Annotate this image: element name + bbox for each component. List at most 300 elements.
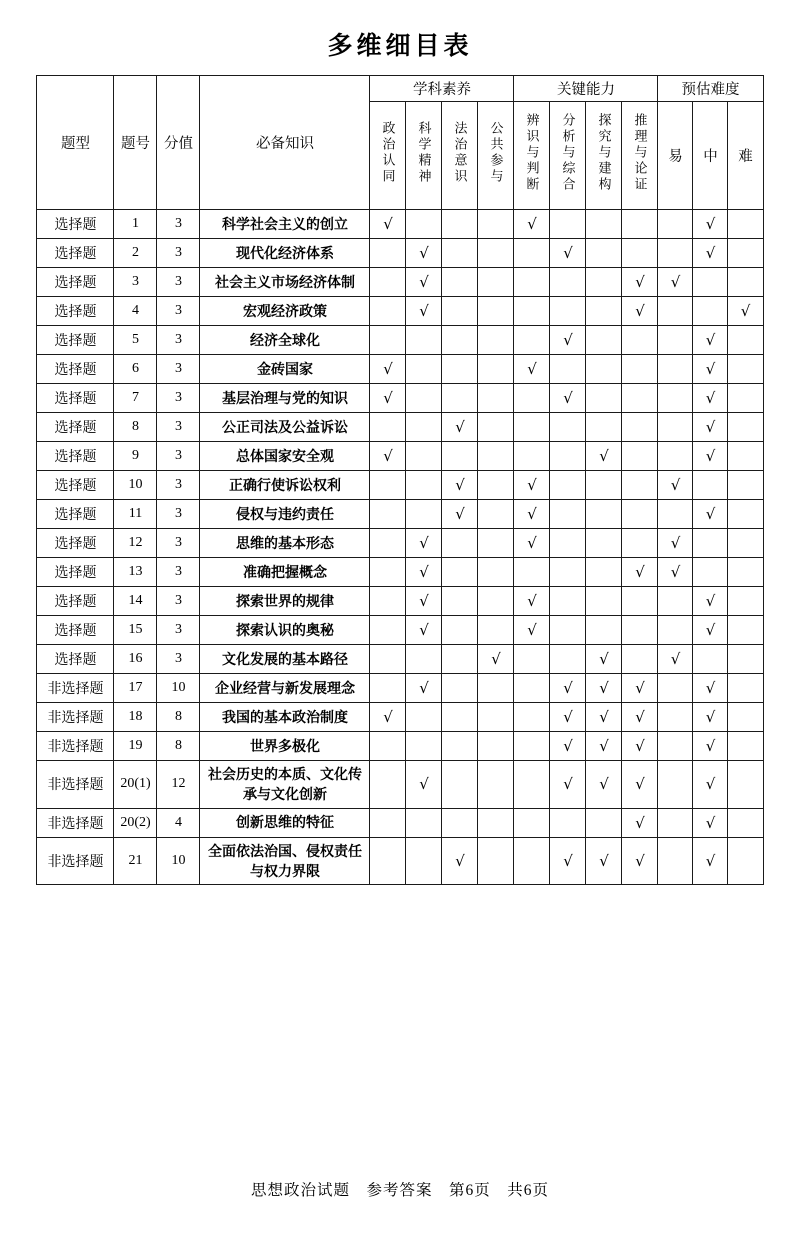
checkmark-cell: √ bbox=[693, 210, 728, 239]
empty-mark-cell bbox=[622, 645, 658, 674]
empty-mark-cell bbox=[478, 732, 514, 761]
empty-mark-cell bbox=[693, 297, 728, 326]
empty-mark-cell bbox=[693, 645, 728, 674]
cell-question-no: 13 bbox=[114, 558, 157, 587]
empty-mark-cell bbox=[514, 442, 550, 471]
empty-mark-cell bbox=[478, 837, 514, 885]
page-title: 多维细目表 bbox=[327, 32, 473, 60]
checkmark-cell: √ bbox=[514, 587, 550, 616]
cell-question-type: 选择题 bbox=[37, 587, 114, 616]
cell-knowledge: 侵权与违约责任 bbox=[200, 500, 370, 529]
empty-mark-cell bbox=[514, 645, 550, 674]
empty-mark-cell bbox=[478, 268, 514, 297]
checkmark-cell: √ bbox=[370, 384, 406, 413]
empty-mark-cell bbox=[442, 268, 478, 297]
cell-question-no: 7 bbox=[114, 384, 157, 413]
cell-knowledge: 公正司法及公益诉讼 bbox=[200, 413, 370, 442]
empty-mark-cell bbox=[693, 529, 728, 558]
checkmark-cell: √ bbox=[586, 761, 622, 809]
checkmark-cell: √ bbox=[586, 674, 622, 703]
cell-knowledge: 金砖国家 bbox=[200, 355, 370, 384]
cell-score: 3 bbox=[157, 558, 200, 587]
checkmark-cell: √ bbox=[622, 558, 658, 587]
cell-question-no: 19 bbox=[114, 732, 157, 761]
checkmark-cell: √ bbox=[586, 732, 622, 761]
cell-question-no: 11 bbox=[114, 500, 157, 529]
empty-mark-cell bbox=[550, 500, 586, 529]
empty-mark-cell bbox=[622, 471, 658, 500]
checkmark-cell: √ bbox=[622, 808, 658, 837]
empty-mark-cell bbox=[370, 326, 406, 355]
empty-mark-cell bbox=[658, 587, 693, 616]
cell-knowledge: 基层治理与党的知识 bbox=[200, 384, 370, 413]
cell-question-type: 非选择题 bbox=[37, 808, 114, 837]
checkmark-cell: √ bbox=[622, 297, 658, 326]
empty-mark-cell bbox=[406, 645, 442, 674]
col-header-knowledge: 必备知识 bbox=[200, 76, 370, 210]
empty-mark-cell bbox=[550, 645, 586, 674]
cell-score: 3 bbox=[157, 529, 200, 558]
cell-question-type: 选择题 bbox=[37, 384, 114, 413]
empty-mark-cell bbox=[370, 268, 406, 297]
checkmark-cell: √ bbox=[514, 529, 550, 558]
cell-question-no: 1 bbox=[114, 210, 157, 239]
empty-mark-cell bbox=[550, 297, 586, 326]
empty-mark-cell bbox=[550, 210, 586, 239]
cell-score: 3 bbox=[157, 239, 200, 268]
empty-mark-cell bbox=[478, 674, 514, 703]
empty-mark-cell bbox=[478, 703, 514, 732]
cell-score: 3 bbox=[157, 384, 200, 413]
empty-mark-cell bbox=[586, 500, 622, 529]
cell-question-type: 选择题 bbox=[37, 558, 114, 587]
empty-mark-cell bbox=[728, 645, 763, 674]
cell-knowledge: 世界多极化 bbox=[200, 732, 370, 761]
cell-question-type: 选择题 bbox=[37, 529, 114, 558]
empty-mark-cell bbox=[478, 326, 514, 355]
checkmark-cell: √ bbox=[478, 645, 514, 674]
empty-mark-cell bbox=[622, 413, 658, 442]
empty-mark-cell bbox=[728, 326, 763, 355]
empty-mark-cell bbox=[514, 297, 550, 326]
cell-knowledge: 经济全球化 bbox=[200, 326, 370, 355]
cell-question-no: 18 bbox=[114, 703, 157, 732]
empty-mark-cell bbox=[406, 413, 442, 442]
empty-mark-cell bbox=[658, 442, 693, 471]
vertical-col-header-label: 推理与论证 bbox=[632, 113, 648, 193]
cell-question-no: 10 bbox=[114, 471, 157, 500]
empty-mark-cell bbox=[658, 837, 693, 885]
checkmark-cell: √ bbox=[693, 703, 728, 732]
page-footer: 思想政治试题 参考答案 第6页 共6页 bbox=[250, 1182, 549, 1199]
checkmark-cell: √ bbox=[442, 471, 478, 500]
empty-mark-cell bbox=[658, 808, 693, 837]
empty-mark-cell bbox=[586, 808, 622, 837]
checkmark-cell: √ bbox=[370, 703, 406, 732]
empty-mark-cell bbox=[442, 808, 478, 837]
cell-question-no: 15 bbox=[114, 616, 157, 645]
checkmark-cell: √ bbox=[370, 210, 406, 239]
empty-mark-cell bbox=[658, 239, 693, 268]
cell-score: 3 bbox=[157, 587, 200, 616]
table-row bbox=[37, 529, 763, 558]
empty-mark-cell bbox=[622, 210, 658, 239]
cell-knowledge: 准确把握概念 bbox=[200, 558, 370, 587]
checkmark-cell: √ bbox=[442, 413, 478, 442]
vertical-col-header bbox=[442, 102, 478, 210]
checkmark-cell: √ bbox=[693, 616, 728, 645]
table-body bbox=[37, 210, 763, 885]
empty-mark-cell bbox=[406, 442, 442, 471]
empty-mark-cell bbox=[658, 732, 693, 761]
cell-question-no: 21 bbox=[114, 837, 157, 885]
empty-mark-cell bbox=[442, 732, 478, 761]
cell-question-no: 20(1) bbox=[114, 761, 157, 809]
checkmark-cell: √ bbox=[550, 326, 586, 355]
checkmark-cell: √ bbox=[622, 732, 658, 761]
empty-mark-cell bbox=[514, 808, 550, 837]
cell-knowledge: 正确行使诉讼权利 bbox=[200, 471, 370, 500]
vertical-col-header bbox=[550, 102, 586, 210]
table-row bbox=[37, 355, 763, 384]
checkmark-cell: √ bbox=[728, 297, 763, 326]
difficulty-col-header: 中 bbox=[693, 102, 728, 210]
empty-mark-cell bbox=[370, 413, 406, 442]
empty-mark-cell bbox=[586, 413, 622, 442]
empty-mark-cell bbox=[370, 808, 406, 837]
empty-mark-cell bbox=[370, 471, 406, 500]
cell-knowledge: 探索世界的规律 bbox=[200, 587, 370, 616]
checkmark-cell: √ bbox=[550, 239, 586, 268]
empty-mark-cell bbox=[406, 210, 442, 239]
cell-score: 3 bbox=[157, 326, 200, 355]
cell-knowledge: 思维的基本形态 bbox=[200, 529, 370, 558]
empty-mark-cell bbox=[370, 761, 406, 809]
cell-knowledge: 宏观经济政策 bbox=[200, 297, 370, 326]
cell-question-type: 选择题 bbox=[37, 239, 114, 268]
checkmark-cell: √ bbox=[370, 442, 406, 471]
cell-knowledge: 科学社会主义的创立 bbox=[200, 210, 370, 239]
empty-mark-cell bbox=[728, 471, 763, 500]
difficulty-col-header: 难 bbox=[728, 102, 763, 210]
difficulty-col-header: 易 bbox=[658, 102, 693, 210]
table-row bbox=[37, 761, 763, 809]
checkmark-cell: √ bbox=[406, 558, 442, 587]
checkmark-cell: √ bbox=[693, 442, 728, 471]
table-row bbox=[37, 645, 763, 674]
empty-mark-cell bbox=[514, 268, 550, 297]
vertical-col-header bbox=[478, 102, 514, 210]
empty-mark-cell bbox=[370, 558, 406, 587]
cell-question-type: 选择题 bbox=[37, 645, 114, 674]
empty-mark-cell bbox=[550, 558, 586, 587]
checkmark-cell: √ bbox=[406, 761, 442, 809]
empty-mark-cell bbox=[693, 558, 728, 587]
checkmark-cell: √ bbox=[514, 210, 550, 239]
empty-mark-cell bbox=[693, 471, 728, 500]
empty-mark-cell bbox=[478, 761, 514, 809]
empty-mark-cell bbox=[550, 268, 586, 297]
table-header bbox=[37, 76, 763, 210]
empty-mark-cell bbox=[442, 674, 478, 703]
cell-score: 3 bbox=[157, 471, 200, 500]
empty-mark-cell bbox=[478, 808, 514, 837]
col-header-question-type: 题型 bbox=[37, 76, 114, 210]
empty-mark-cell bbox=[550, 587, 586, 616]
empty-mark-cell bbox=[514, 558, 550, 587]
empty-mark-cell bbox=[370, 732, 406, 761]
cell-score: 3 bbox=[157, 645, 200, 674]
vertical-col-header-label: 辨识与判断 bbox=[524, 113, 540, 193]
empty-mark-cell bbox=[728, 529, 763, 558]
checkmark-cell: √ bbox=[406, 529, 442, 558]
empty-mark-cell bbox=[728, 239, 763, 268]
empty-mark-cell bbox=[478, 442, 514, 471]
empty-mark-cell bbox=[406, 500, 442, 529]
vertical-col-header-label: 探究与建构 bbox=[596, 113, 612, 193]
checkmark-cell: √ bbox=[514, 616, 550, 645]
empty-mark-cell bbox=[728, 268, 763, 297]
empty-mark-cell bbox=[622, 239, 658, 268]
checkmark-cell: √ bbox=[550, 761, 586, 809]
cell-knowledge: 我国的基本政治制度 bbox=[200, 703, 370, 732]
empty-mark-cell bbox=[728, 837, 763, 885]
checkmark-cell: √ bbox=[693, 808, 728, 837]
cell-score: 3 bbox=[157, 297, 200, 326]
vertical-col-header-label: 法治意识 bbox=[452, 121, 468, 185]
cell-question-type: 选择题 bbox=[37, 210, 114, 239]
cell-knowledge: 社会历史的本质、文化传承与文化创新 bbox=[200, 761, 370, 809]
checkmark-cell: √ bbox=[693, 326, 728, 355]
cell-score: 8 bbox=[157, 732, 200, 761]
checkmark-cell: √ bbox=[406, 297, 442, 326]
checkmark-cell: √ bbox=[586, 645, 622, 674]
vertical-col-header bbox=[622, 102, 658, 210]
empty-mark-cell bbox=[728, 384, 763, 413]
empty-mark-cell bbox=[370, 529, 406, 558]
table-row bbox=[37, 471, 763, 500]
cell-question-type: 非选择题 bbox=[37, 703, 114, 732]
empty-mark-cell bbox=[658, 761, 693, 809]
cell-score: 3 bbox=[157, 210, 200, 239]
checkmark-cell: √ bbox=[514, 471, 550, 500]
empty-mark-cell bbox=[550, 529, 586, 558]
checkmark-cell: √ bbox=[586, 442, 622, 471]
cell-knowledge: 探索认识的奥秘 bbox=[200, 616, 370, 645]
checkmark-cell: √ bbox=[693, 355, 728, 384]
empty-mark-cell bbox=[728, 587, 763, 616]
table-row bbox=[37, 703, 763, 732]
empty-mark-cell bbox=[370, 297, 406, 326]
empty-mark-cell bbox=[728, 674, 763, 703]
empty-mark-cell bbox=[442, 587, 478, 616]
empty-mark-cell bbox=[406, 732, 442, 761]
checkmark-cell: √ bbox=[693, 587, 728, 616]
empty-mark-cell bbox=[514, 761, 550, 809]
empty-mark-cell bbox=[406, 326, 442, 355]
checkmark-cell: √ bbox=[406, 587, 442, 616]
cell-question-no: 4 bbox=[114, 297, 157, 326]
checkmark-cell: √ bbox=[693, 413, 728, 442]
cell-score: 10 bbox=[157, 837, 200, 885]
empty-mark-cell bbox=[622, 500, 658, 529]
cell-question-type: 选择题 bbox=[37, 413, 114, 442]
empty-mark-cell bbox=[406, 355, 442, 384]
cell-knowledge: 现代化经济体系 bbox=[200, 239, 370, 268]
cell-question-type: 选择题 bbox=[37, 471, 114, 500]
empty-mark-cell bbox=[478, 297, 514, 326]
empty-mark-cell bbox=[728, 413, 763, 442]
cell-question-type: 选择题 bbox=[37, 500, 114, 529]
empty-mark-cell bbox=[728, 355, 763, 384]
checkmark-cell: √ bbox=[622, 703, 658, 732]
empty-mark-cell bbox=[586, 297, 622, 326]
checkmark-cell: √ bbox=[693, 239, 728, 268]
empty-mark-cell bbox=[370, 837, 406, 885]
empty-mark-cell bbox=[514, 413, 550, 442]
empty-mark-cell bbox=[370, 674, 406, 703]
table-row bbox=[37, 326, 763, 355]
cell-knowledge: 全面依法治国、侵权责任与权力界限 bbox=[200, 837, 370, 885]
empty-mark-cell bbox=[514, 837, 550, 885]
empty-mark-cell bbox=[586, 384, 622, 413]
vertical-col-header bbox=[370, 102, 406, 210]
empty-mark-cell bbox=[658, 326, 693, 355]
vertical-col-header bbox=[586, 102, 622, 210]
cell-score: 3 bbox=[157, 355, 200, 384]
checkmark-cell: √ bbox=[693, 384, 728, 413]
empty-mark-cell bbox=[622, 355, 658, 384]
checkmark-cell: √ bbox=[550, 703, 586, 732]
checkmark-cell: √ bbox=[658, 558, 693, 587]
col-header-question-no: 题号 bbox=[114, 76, 157, 210]
vertical-col-header-label: 公共参与 bbox=[488, 121, 504, 185]
empty-mark-cell bbox=[442, 442, 478, 471]
cell-question-no: 3 bbox=[114, 268, 157, 297]
empty-mark-cell bbox=[658, 616, 693, 645]
checkmark-cell: √ bbox=[586, 703, 622, 732]
empty-mark-cell bbox=[586, 239, 622, 268]
cell-question-no: 2 bbox=[114, 239, 157, 268]
group-header-row bbox=[37, 76, 763, 102]
checkmark-cell: √ bbox=[693, 837, 728, 885]
cell-score: 3 bbox=[157, 268, 200, 297]
empty-mark-cell bbox=[622, 587, 658, 616]
empty-mark-cell bbox=[586, 210, 622, 239]
checkmark-cell: √ bbox=[442, 837, 478, 885]
empty-mark-cell bbox=[442, 384, 478, 413]
empty-mark-cell bbox=[622, 442, 658, 471]
empty-mark-cell bbox=[442, 326, 478, 355]
empty-mark-cell bbox=[406, 808, 442, 837]
cell-question-no: 20(2) bbox=[114, 808, 157, 837]
cell-score: 3 bbox=[157, 500, 200, 529]
empty-mark-cell bbox=[658, 210, 693, 239]
cell-score: 3 bbox=[157, 442, 200, 471]
empty-mark-cell bbox=[586, 268, 622, 297]
checkmark-cell: √ bbox=[693, 500, 728, 529]
cell-knowledge: 创新思维的特征 bbox=[200, 808, 370, 837]
checkmark-cell: √ bbox=[658, 268, 693, 297]
cell-knowledge: 总体国家安全观 bbox=[200, 442, 370, 471]
table-row bbox=[37, 442, 763, 471]
empty-mark-cell bbox=[514, 703, 550, 732]
empty-mark-cell bbox=[442, 645, 478, 674]
checkmark-cell: √ bbox=[658, 645, 693, 674]
empty-mark-cell bbox=[514, 239, 550, 268]
checkmark-cell: √ bbox=[550, 837, 586, 885]
table-row bbox=[37, 210, 763, 239]
checkmark-cell: √ bbox=[693, 732, 728, 761]
empty-mark-cell bbox=[728, 732, 763, 761]
checkmark-cell: √ bbox=[550, 384, 586, 413]
checkmark-cell: √ bbox=[622, 837, 658, 885]
cell-question-no: 9 bbox=[114, 442, 157, 471]
empty-mark-cell bbox=[370, 645, 406, 674]
empty-mark-cell bbox=[586, 326, 622, 355]
empty-mark-cell bbox=[370, 500, 406, 529]
checkmark-cell: √ bbox=[693, 674, 728, 703]
empty-mark-cell bbox=[370, 239, 406, 268]
cell-score: 10 bbox=[157, 674, 200, 703]
cell-score: 3 bbox=[157, 413, 200, 442]
empty-mark-cell bbox=[658, 500, 693, 529]
empty-mark-cell bbox=[370, 616, 406, 645]
checkmark-cell: √ bbox=[550, 674, 586, 703]
cell-question-no: 16 bbox=[114, 645, 157, 674]
empty-mark-cell bbox=[442, 239, 478, 268]
table-row bbox=[37, 239, 763, 268]
empty-mark-cell bbox=[622, 384, 658, 413]
vertical-col-header bbox=[406, 102, 442, 210]
empty-mark-cell bbox=[550, 808, 586, 837]
empty-mark-cell bbox=[478, 529, 514, 558]
empty-mark-cell bbox=[658, 297, 693, 326]
cell-question-type: 选择题 bbox=[37, 326, 114, 355]
empty-mark-cell bbox=[550, 355, 586, 384]
cell-question-no: 12 bbox=[114, 529, 157, 558]
empty-mark-cell bbox=[622, 616, 658, 645]
empty-mark-cell bbox=[442, 355, 478, 384]
table-row bbox=[37, 808, 763, 837]
empty-mark-cell bbox=[442, 558, 478, 587]
table-row bbox=[37, 587, 763, 616]
checkmark-cell: √ bbox=[622, 674, 658, 703]
checkmark-cell: √ bbox=[550, 732, 586, 761]
table-row bbox=[37, 674, 763, 703]
cell-score: 8 bbox=[157, 703, 200, 732]
checkmark-cell: √ bbox=[406, 616, 442, 645]
cell-question-type: 选择题 bbox=[37, 268, 114, 297]
cell-knowledge: 社会主义市场经济体制 bbox=[200, 268, 370, 297]
table-row bbox=[37, 413, 763, 442]
table-row bbox=[37, 297, 763, 326]
vertical-col-header bbox=[514, 102, 550, 210]
empty-mark-cell bbox=[728, 442, 763, 471]
empty-mark-cell bbox=[728, 808, 763, 837]
checkmark-cell: √ bbox=[693, 761, 728, 809]
checkmark-cell: √ bbox=[622, 761, 658, 809]
vertical-col-header-label: 分析与综合 bbox=[560, 113, 576, 193]
empty-mark-cell bbox=[658, 413, 693, 442]
empty-mark-cell bbox=[478, 587, 514, 616]
checkmark-cell: √ bbox=[406, 239, 442, 268]
empty-mark-cell bbox=[514, 732, 550, 761]
empty-mark-cell bbox=[478, 471, 514, 500]
table-row bbox=[37, 616, 763, 645]
empty-mark-cell bbox=[728, 703, 763, 732]
checkmark-cell: √ bbox=[658, 471, 693, 500]
